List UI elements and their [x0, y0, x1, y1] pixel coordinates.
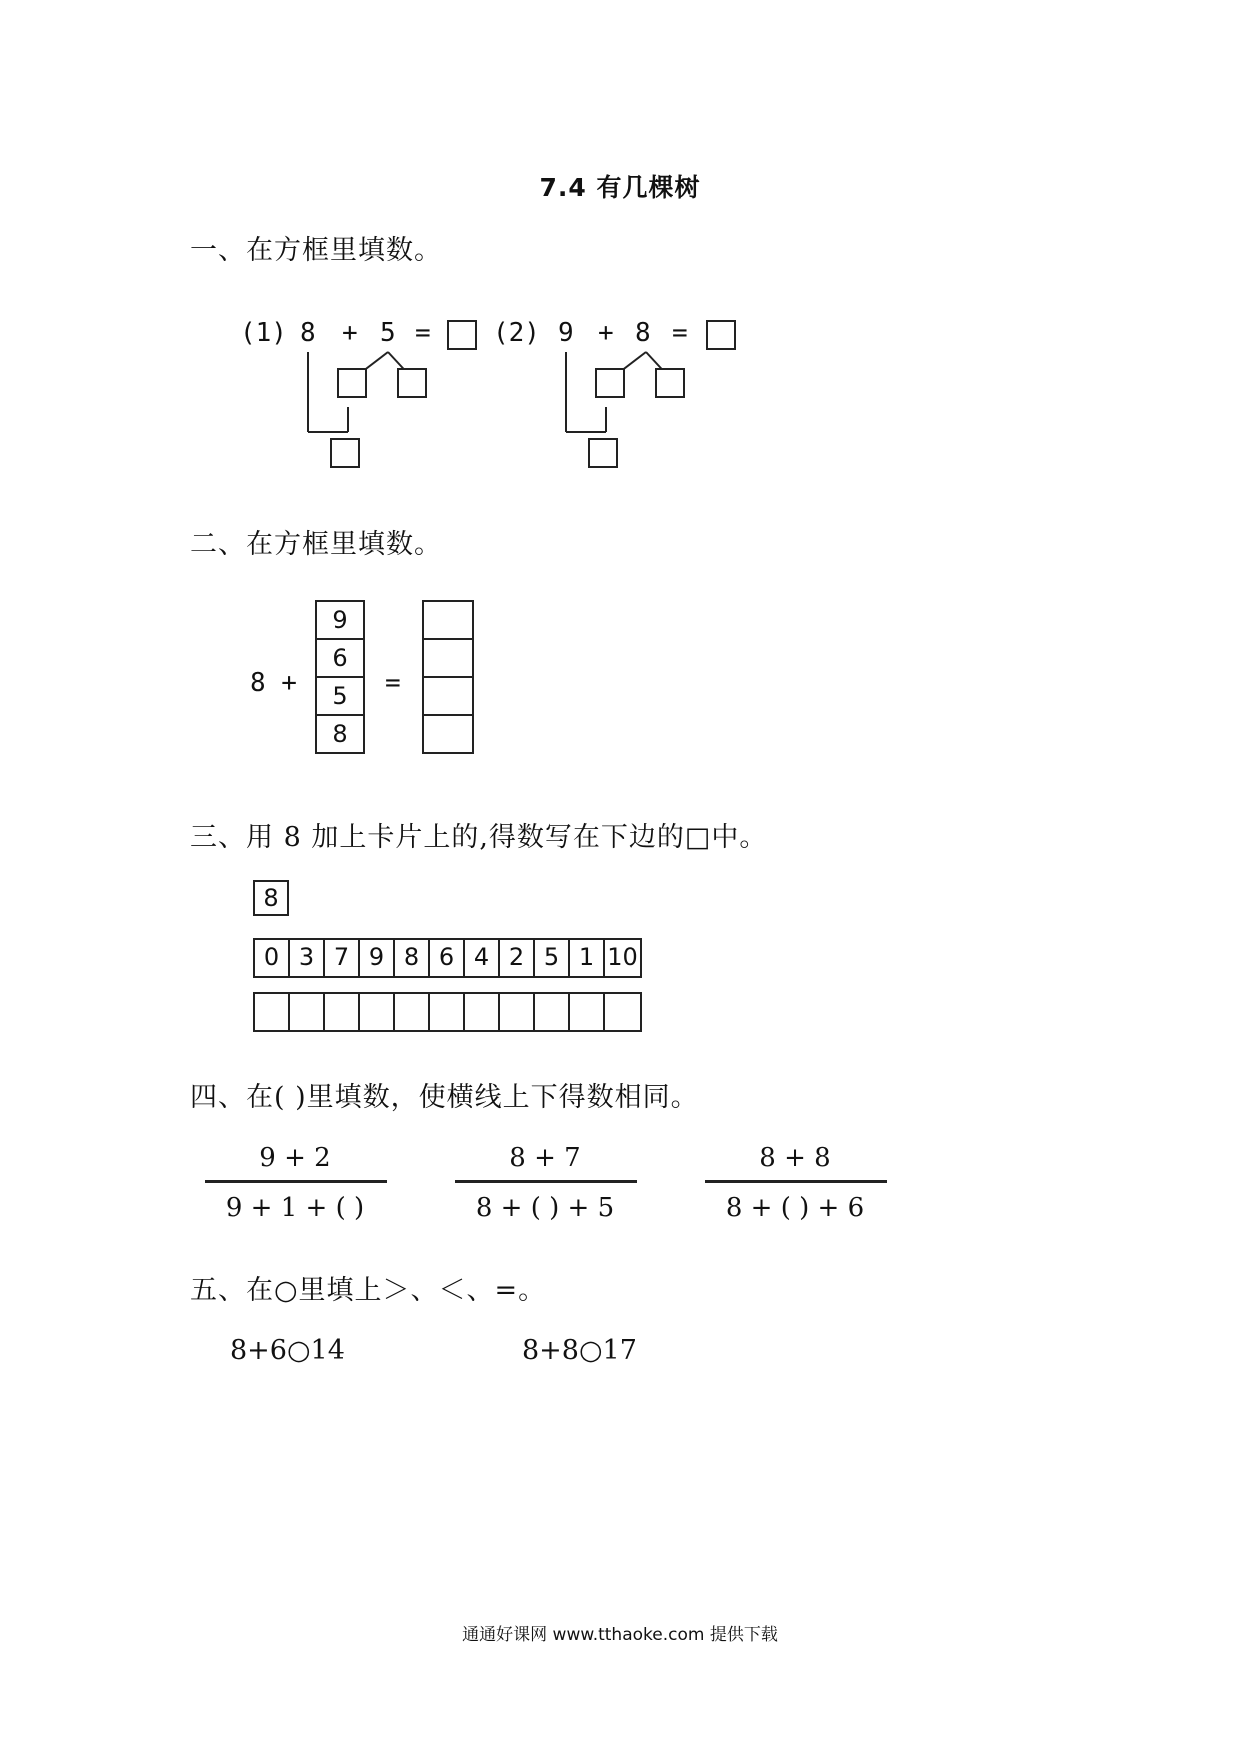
q4-item-2-bottom: 8 + ( ) + 5 [475, 1193, 615, 1223]
q4-item-1-bottom: 9 + 1 + ( ) [225, 1193, 365, 1223]
q3-answer-cell[interactable] [395, 994, 430, 1030]
q5-item-2: 8+8○17 [522, 1335, 637, 1366]
q3-number-cell: 0 [255, 940, 290, 976]
q1-p1-b: 5 [380, 318, 396, 348]
page-title: 7.4 有几棵树 [539, 173, 701, 202]
q3-answer-cell[interactable] [500, 994, 535, 1030]
q4-item-1-top: 9 + 2 [259, 1143, 331, 1173]
q2-heading: 二、在方框里填数。 [190, 529, 442, 560]
q5-heading: 五、在○里填上＞、＜、=。 [190, 1275, 547, 1306]
q1-p1-split-box-right[interactable] [397, 368, 427, 398]
q2-prefix: 8 + [250, 668, 297, 698]
q2-answer-cell[interactable] [422, 676, 474, 716]
q1-p2-split-box-left[interactable] [595, 368, 625, 398]
q1-p1-split-box-left[interactable] [337, 368, 367, 398]
q1-p2-a: 9 [558, 318, 574, 348]
q1-p2-eq: = [672, 318, 688, 348]
q4-item-3-divider [705, 1180, 887, 1183]
q4-item-3-bottom: 8 + ( ) + 6 [725, 1193, 865, 1223]
q4-heading: 四、在( )里填数，使横线上下得数相同。 [190, 1082, 699, 1113]
q3-number-cell: 10 [607, 943, 638, 971]
q2-column-cell: 6 [315, 638, 365, 678]
q3-number-cell: 3 [290, 940, 325, 976]
q3-number-cell: 5 [535, 940, 570, 976]
q3-number-cell: 6 [430, 940, 465, 976]
q3-answer-cell[interactable] [605, 994, 640, 1030]
q3-answer-cell[interactable] [360, 994, 395, 1030]
q1-p1-a: 8 [300, 318, 316, 348]
q3-number-cell: 9 [360, 940, 395, 976]
q1-heading: 一、在方框里填数。 [190, 235, 442, 266]
q1-p2-label: (2) [493, 318, 540, 348]
q3-number-cell: 2 [500, 940, 535, 976]
q3-answer-cell[interactable] [255, 994, 290, 1030]
q1-p1-label: (1) [240, 318, 287, 348]
q4-item-1-divider [205, 1180, 387, 1183]
q2-answer-cell[interactable] [422, 600, 474, 640]
q3-answer-row [253, 992, 642, 1032]
q1-p2-answer-box[interactable] [706, 320, 736, 350]
q3-number-row [253, 938, 642, 978]
q2-column-cell: 5 [315, 676, 365, 716]
q3-answer-cell[interactable] [535, 994, 570, 1030]
q1-p2-b: 8 [635, 318, 651, 348]
q3-card: 8 [253, 880, 289, 916]
q1-p1-op: + [342, 318, 358, 348]
q3-answer-cell[interactable] [290, 994, 325, 1030]
q3-answer-cell[interactable] [570, 994, 605, 1030]
q2-equals: = [385, 668, 401, 698]
q2-answer-cell[interactable] [422, 714, 474, 754]
q3-answer-cell[interactable] [325, 994, 360, 1030]
footer-credit: 通通好课网 www.tthaoke.com 提供下载 [462, 1625, 778, 1645]
q1-p2-sum-box[interactable] [588, 438, 618, 468]
q3-number-cell: 1 [570, 940, 605, 976]
q5-item-1: 8+6○14 [230, 1335, 345, 1366]
q1-p1-sum-box[interactable] [330, 438, 360, 468]
q1-p1-eq: = [415, 318, 431, 348]
q1-p2-split-box-right[interactable] [655, 368, 685, 398]
q3-answer-cell[interactable] [465, 994, 500, 1030]
q3-heading: 三、用 8 加上卡片上的,得数写在下边的□中。 [190, 822, 768, 853]
q3-number-cell: 8 [395, 940, 430, 976]
q4-item-2-top: 8 + 7 [509, 1143, 581, 1173]
q1-p1-answer-box[interactable] [447, 320, 477, 350]
q1-p2-op: + [598, 318, 614, 348]
q3-number-cell: 7 [325, 940, 360, 976]
q2-answer-cell[interactable] [422, 638, 474, 678]
q4-item-2-divider [455, 1180, 637, 1183]
q3-number-cell: 4 [465, 940, 500, 976]
q3-answer-cell[interactable] [430, 994, 465, 1030]
q4-item-3-top: 8 + 8 [759, 1143, 831, 1173]
q2-column-cell: 8 [315, 714, 365, 754]
q2-column-cell: 9 [315, 600, 365, 640]
